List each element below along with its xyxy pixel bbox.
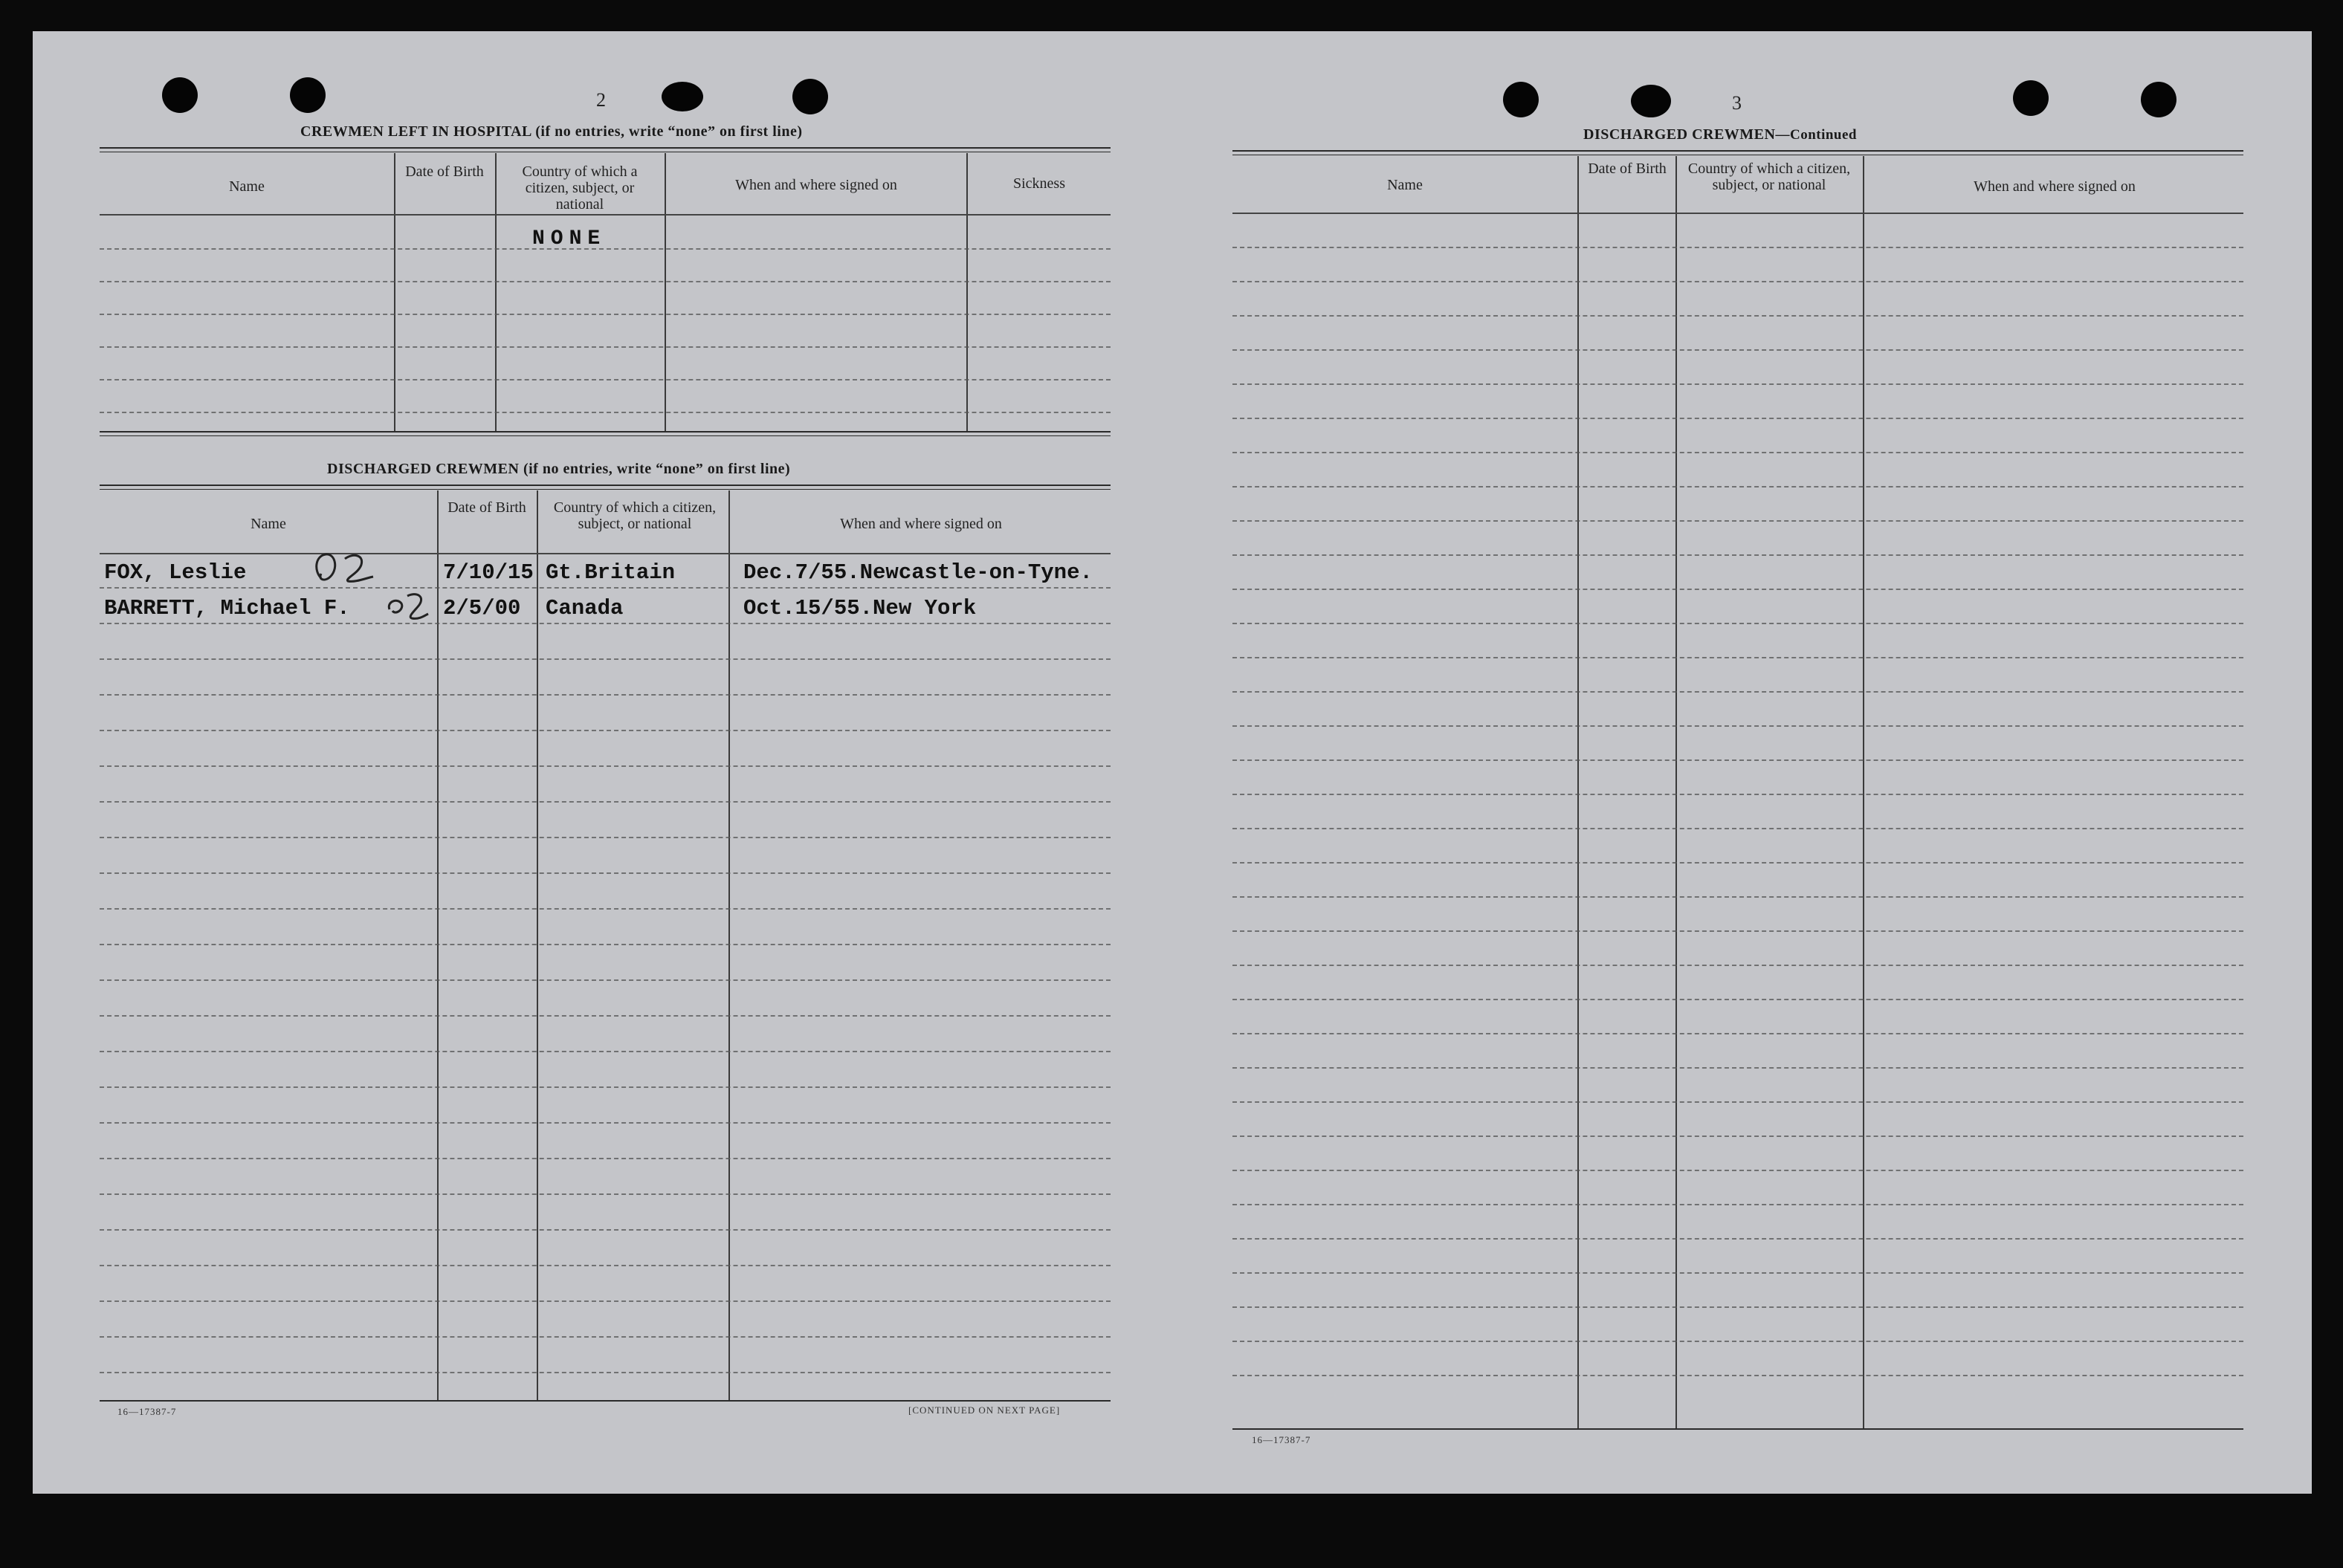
row-line (100, 1122, 1111, 1124)
crewman-dob: 2/5/00 (443, 596, 521, 621)
punch-hole (662, 82, 703, 111)
row-line (100, 587, 1111, 589)
row-line (1232, 1272, 2243, 1274)
right-title-bold: DISCHARGED CREWMEN (1583, 126, 1776, 143)
row-line (100, 908, 1111, 910)
discharged-col-dob: Date of Birth (447, 499, 526, 516)
row-line (1232, 623, 2243, 624)
row-line (1232, 349, 2243, 351)
row-line (1232, 1067, 2243, 1069)
row-line (100, 412, 1111, 413)
discharged-col-country: Country of which a citizen, subject, or national (553, 499, 717, 532)
punch-hole (792, 79, 828, 114)
row-line (1232, 383, 2243, 385)
punch-hole (2141, 82, 2176, 117)
hospital-bottom-rule (100, 431, 1111, 433)
row-line (100, 837, 1111, 838)
row-line (1232, 725, 2243, 727)
row-line (100, 979, 1111, 981)
row-line (100, 1265, 1111, 1266)
row-line (1232, 1204, 2243, 1205)
right-table-top-rule (1232, 150, 2243, 152)
discharged-title-bold: DISCHARGED CREWMEN (327, 461, 520, 477)
hospital-title-note: (if no entries, write “none” on first line) (535, 123, 803, 140)
right-col-country: Country of which a citizen, subject, or national (1687, 161, 1851, 193)
row-line (100, 1336, 1111, 1338)
right-form-number: 16—17387-7 (1252, 1434, 1311, 1445)
row-line (100, 281, 1111, 282)
row-line (1232, 315, 2243, 317)
continued-note: [CONTINUED ON NEXT PAGE] (908, 1405, 1061, 1416)
right-bottom-rule (1232, 1428, 2243, 1430)
left-page-number: 2 (596, 89, 606, 111)
hospital-table-top-rule (100, 147, 1111, 149)
row-line (100, 694, 1111, 696)
row-line (1232, 862, 2243, 864)
row-line (1232, 486, 2243, 487)
row-line (1232, 1375, 2243, 1376)
hospital-none-entry: NONE (532, 227, 607, 250)
left-form-number: 16—17387-7 (117, 1406, 177, 1417)
row-line (1232, 759, 2243, 761)
punch-hole (1503, 82, 1539, 117)
row-line (1232, 418, 2243, 419)
row-line (1232, 1135, 2243, 1137)
crewman-country: Gt.Britain (546, 560, 676, 585)
hospital-bottom-rule-2 (100, 435, 1111, 436)
right-page-number: 3 (1732, 92, 1742, 114)
punch-hole (162, 77, 198, 113)
row-line (100, 1015, 1111, 1017)
crewman-name: BARRETT, Michael F. (104, 596, 350, 621)
row-line (1232, 281, 2243, 282)
crewman-signed-on: Dec.7/55.Newcastle-on-Tyne. (743, 560, 1093, 585)
discharged-col-name: Name (251, 516, 286, 532)
right-col-signed-on: When and where signed on (1974, 178, 2136, 195)
hospital-title-bold: CREWMEN LEFT IN HOSPITAL (300, 123, 531, 140)
row-line (100, 658, 1111, 660)
row-line (100, 1051, 1111, 1052)
hospital-col-sickness: Sickness (1013, 175, 1065, 192)
row-line (1232, 247, 2243, 248)
row-line (1232, 1101, 2243, 1103)
row-line (100, 872, 1111, 874)
row-line (100, 314, 1111, 315)
row-line (1232, 930, 2243, 932)
row-line (1232, 828, 2243, 829)
document-scan (33, 31, 2312, 1494)
row-line (100, 346, 1111, 348)
discharged-bottom-rule (100, 1400, 1111, 1402)
row-line (1232, 452, 2243, 453)
punch-hole (290, 77, 326, 113)
crewman-dob: 7/10/15 (443, 560, 534, 585)
row-line (1232, 520, 2243, 522)
row-line (100, 623, 1111, 624)
row-line (100, 765, 1111, 767)
row-line (1232, 1341, 2243, 1342)
row-line (100, 1158, 1111, 1159)
right-col-dob: Date of Birth (1588, 161, 1667, 177)
punch-hole (1631, 85, 1671, 117)
hospital-col-country: Country of which a citizen, subject, or national (522, 163, 638, 213)
row-line (100, 1300, 1111, 1302)
row-line (1232, 896, 2243, 898)
row-line (1232, 691, 2243, 693)
right-col-name: Name (1387, 177, 1423, 193)
right-title-suffix: —Continued (1775, 127, 1857, 143)
row-line (1232, 589, 2243, 590)
row-line (1232, 554, 2243, 556)
discharged-table-top-rule (100, 485, 1111, 486)
discharged-title-note: (if no entries, write “none” on first line) (523, 461, 791, 477)
row-line (100, 1372, 1111, 1373)
crewman-name: FOX, Leslie (104, 560, 247, 585)
row-line (1232, 999, 2243, 1000)
crewman-country: Canada (546, 596, 624, 621)
discharged-rows-left (100, 554, 1111, 1399)
row-line (100, 379, 1111, 380)
row-line (100, 801, 1111, 803)
handwritten-mark (306, 548, 388, 587)
row-line (1232, 1033, 2243, 1034)
discharged-rows-right (1232, 214, 2243, 1428)
hospital-col-dob: Date of Birth (405, 163, 484, 180)
row-line (1232, 1306, 2243, 1308)
right-section-title (1583, 126, 1857, 143)
row-line (100, 730, 1111, 731)
row-line (100, 944, 1111, 945)
row-line (1232, 1238, 2243, 1240)
crewman-signed-on: Oct.15/55.New York (743, 596, 977, 621)
row-line (100, 1229, 1111, 1231)
hospital-col-signed-on: When and where signed on (735, 177, 897, 193)
handwritten-mark (382, 587, 434, 624)
discharged-col-signed-on: When and where signed on (840, 516, 1002, 532)
row-line (1232, 794, 2243, 795)
punch-hole (2013, 80, 2049, 116)
discharged-table-top-rule-2 (100, 489, 1111, 490)
row-line (100, 1086, 1111, 1088)
discharged-section-title (327, 461, 790, 478)
row-line (1232, 657, 2243, 658)
row-line (1232, 1170, 2243, 1171)
hospital-section-title (300, 123, 803, 140)
row-line (100, 1193, 1111, 1195)
hospital-col-name: Name (229, 178, 265, 195)
row-line (1232, 965, 2243, 966)
